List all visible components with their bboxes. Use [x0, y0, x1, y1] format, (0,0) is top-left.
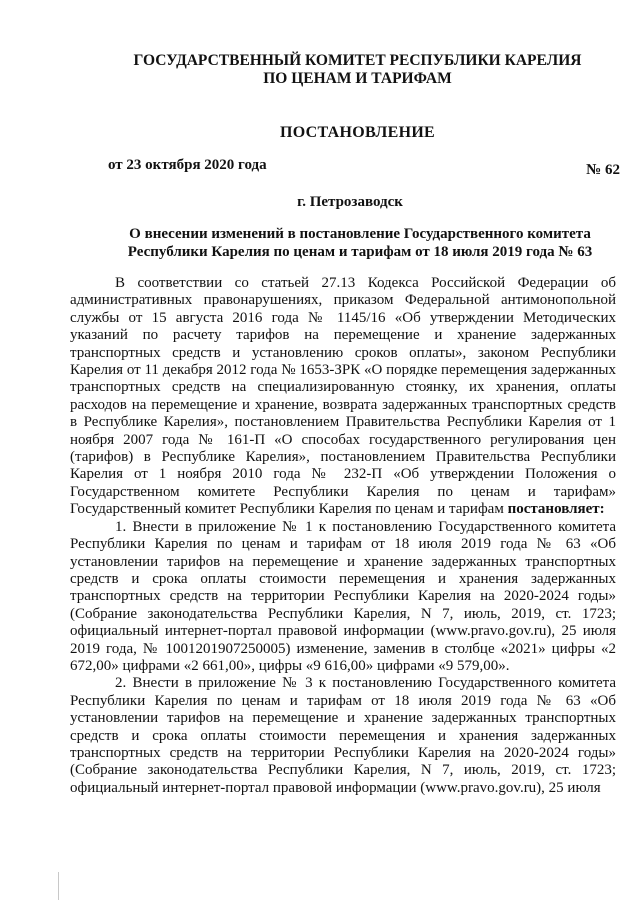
- preamble-paragraph: [70, 275, 616, 519]
- org-line-1: ГОСУДАРСТВЕННЫЙ КОМИТЕТ РЕСПУБЛИКИ КАРЕЛИЯ: [133, 52, 582, 69]
- document-date: от 23 октября 2020 года: [108, 157, 267, 173]
- document-city: г. Петрозаводск: [297, 194, 403, 210]
- scan-margin-mark: [58, 872, 59, 900]
- subject-line-1: О внесении изменений в постановление Государственного комитета: [129, 226, 591, 242]
- item-1-paragraph: 1. Внести в приложение № 1 к постановлению Государственного комитета Республики Карелия по ценам и тарифам от 18 июля 2019 года № 63 «Об установлении тарифов на перемещение и хранение задержанных транспортных средств и срока оплаты стоимости перемещения и хранения задержанных транспортных средств на территории Республики Карелия на 2020-2024 годы» (Собрание законодательства Республики Карелия, N 7, июль, 2019, ст. 1723; официальный интернет-портал правовой информации (www.pravo.gov.ru), 25 июля 2019 года, № 1001201907250005) изменение, заменив в столбце «2021» цифры «2 672,00» цифрами «2 661,00», цифры «9 616,00» цифрами «9 579,00».: [70, 518, 616, 674]
- preamble-text: В соответствии со статьей 27.13 Кодекса Российской Федерации об административных правонарушениях, приказом Федеральной антимонопольной службы от 15 августа 2016 года № 1145/16 «Об утверждении Методических указаний по расчету тарифов на перемещение и хранение задержанных транспортных средств и установлению сроков оплаты», законом Республики Карелия от 11 декабря 2012 года № 1653-ЗРК «О порядке перемещения задержанных транспортных средств на специализированную стоянку, их хранения, оплаты расходов на перемещение и хранение, возврата задержанных транспортных средств в Республике Карелия», постановлением Правительства Республики Карелия от 1 ноября 2007 года № 161-П «О способах государственного регулирования цен (тарифов) в Республике Карелия», постановлением Правительства Республики Карелия от 1 ноября 2010 года № 232-П «Об утверждении Положения о Государственном комитете Республики Карелия по ценам и тарифам» Государственный комитет Республики Карелия по ценам и тарифам: [70, 275, 616, 518]
- document-number: № 62: [586, 162, 620, 178]
- document-type-title: ПОСТАНОВЛЕНИЕ: [279, 124, 436, 141]
- document-subject: [100, 225, 620, 261]
- org-line-2: ПО ЦЕНАМ И ТАРИФАМ: [263, 70, 452, 87]
- resolves-keyword: постановляет:: [507, 501, 605, 518]
- subject-line-2: Республики Карелия по ценам и тарифам от 18 июля 2019 года № 63: [127, 244, 593, 260]
- document-body: [70, 275, 616, 895]
- issuing-organization: [130, 52, 585, 88]
- item-2-paragraph: 2. Внести в приложение № 3 к постановлению Государственного комитета Республики Карелия по ценам и тарифам от 18 июля 2019 года № 63 «Об установлении тарифов на перемещение и хранение задержанных транспортных средств и срока оплаты стоимости перемещения и хранения задержанных транспортных средств на территории Республики Карелия на 2020-2024 годы» (Собрание законодательства Республики Карелия, N 7, июль, 2019, ст. 1723; официальный интернет-портал правовой информации (www.pravo.gov.ru), 25 июля: [70, 675, 616, 796]
